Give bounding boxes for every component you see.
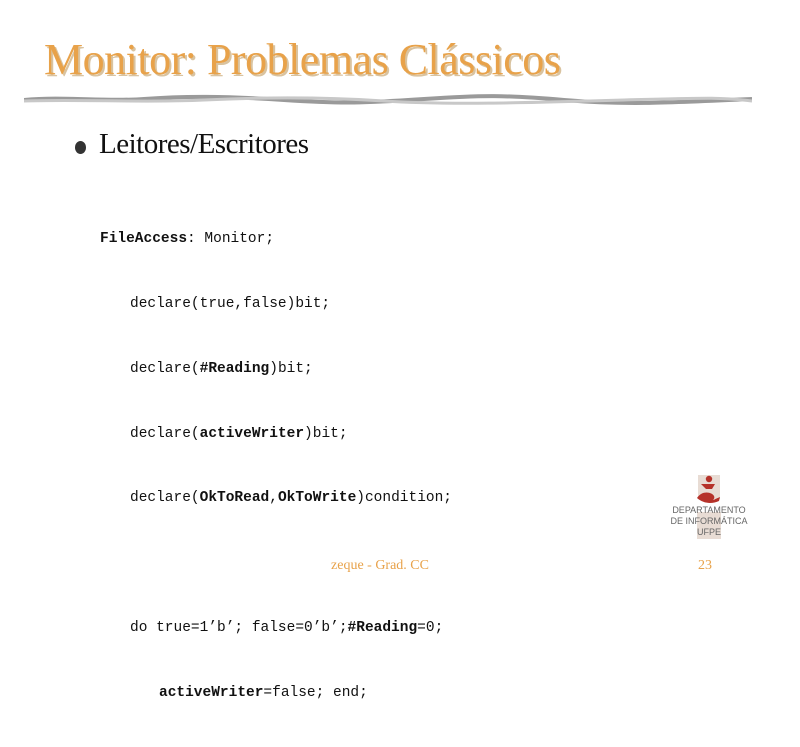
code-token: FileAccess <box>100 231 188 248</box>
bullet-item <box>75 128 309 161</box>
footer-text: zeque - Grad. CC <box>331 558 429 573</box>
slide-title: Monitor: Problemas Clássicos <box>44 35 561 84</box>
bullet-text: Leitores/Escritores <box>99 128 309 160</box>
code-token: : Monitor; <box>187 231 275 248</box>
logo-line: DEPARTAMENTO <box>672 505 746 515</box>
logo-line: DE INFORMÁTICA <box>670 516 748 526</box>
code-token: , <box>269 490 278 507</box>
code-token: declare( <box>130 360 200 377</box>
code-line <box>100 683 452 705</box>
page-number: 23 <box>698 558 712 573</box>
logo-text <box>664 505 754 538</box>
code-token: declare( <box>130 490 200 507</box>
code-token: do true=1’b’; false=0’b’; <box>130 619 348 636</box>
code-token: activeWriter <box>199 425 305 442</box>
title-divider <box>24 92 752 106</box>
code-line <box>100 229 452 251</box>
code-token: OkToWrite <box>277 490 357 507</box>
code-token: OkToRead <box>199 490 270 507</box>
code-line <box>100 424 452 446</box>
code-token: )condition; <box>356 490 452 507</box>
code-token: activeWriter <box>159 684 264 701</box>
code-token: #Reading <box>347 619 418 636</box>
code-line <box>100 618 452 640</box>
code-token: #Reading <box>199 360 270 377</box>
code-block <box>100 186 452 747</box>
code-token: =0; <box>417 619 444 636</box>
logo-line: UFPE <box>696 527 721 537</box>
code-line <box>100 294 452 316</box>
code-token: declare(true,false)bit; <box>130 295 331 312</box>
code-token: )bit; <box>269 360 313 377</box>
code-token: declare( <box>130 425 200 442</box>
code-token: =false; end; <box>263 684 368 701</box>
bullet-icon <box>75 141 86 154</box>
code-line <box>100 488 452 510</box>
code-token: )bit; <box>304 425 348 442</box>
code-line <box>100 359 452 381</box>
